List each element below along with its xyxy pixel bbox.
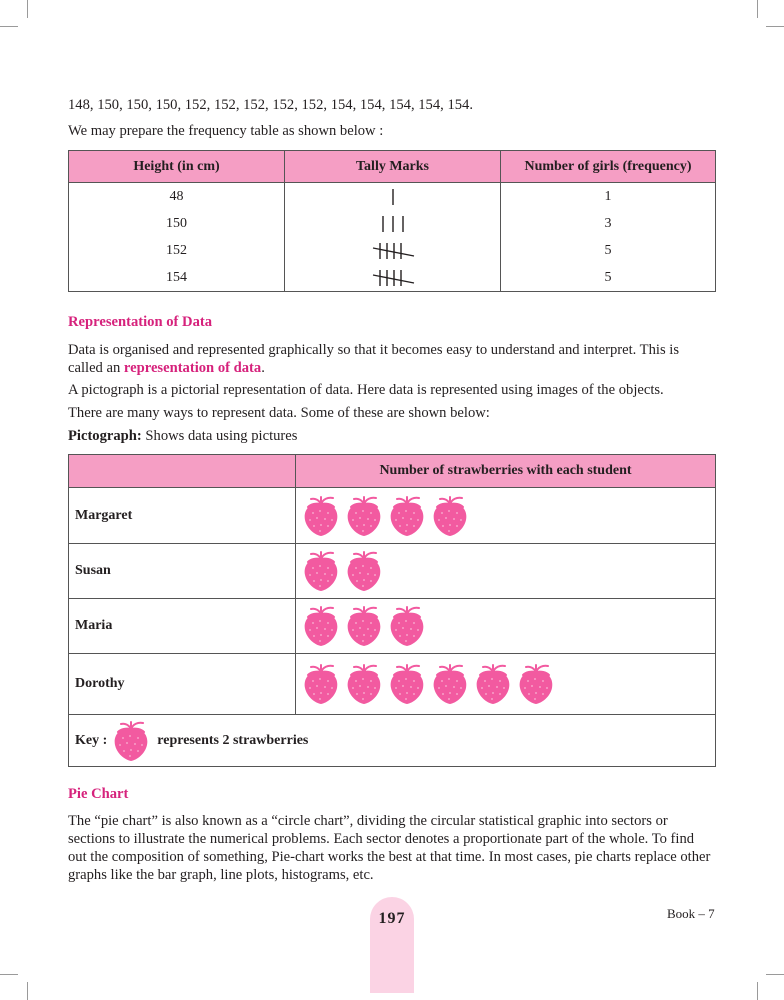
key-label: Key :	[75, 732, 108, 748]
strawberry-icon	[473, 663, 513, 705]
frequency-row	[69, 183, 716, 211]
tally-marks	[368, 186, 418, 208]
height-cell: 48	[69, 183, 285, 211]
strawberry-icon	[387, 605, 427, 647]
tally-cell	[285, 264, 501, 292]
header-tally: Tally Marks	[285, 151, 501, 183]
height-cell: 150	[69, 210, 285, 237]
student-name: Maria	[69, 599, 296, 654]
pictograph-row	[69, 654, 716, 715]
pictograph-header-row	[69, 455, 716, 488]
pictograph-desc: Shows data using pictures	[141, 428, 298, 444]
pictograph-label-line	[68, 427, 716, 445]
pictograph-key-row	[69, 715, 716, 767]
height-cell: 154	[69, 264, 285, 292]
strawberry-icon	[344, 605, 384, 647]
strawberry-icons	[296, 544, 716, 599]
data-values-line: 148, 150, 150, 150, 152, 152, 152, 152, 152, 154, 154, 154, 154, 154.	[68, 97, 473, 113]
pie-chart-paragraph: The “pie chart” is also known as a “circle chart”, dividing the circular statistical graphic into sectors or sections to illustrate the numerical problems. Each sector denotes a proportionate part of the whole. To find out the composition of something, Pie-chart works the best at that time. In most cases, pie charts replace other graphs like the bar graph, line plots, histograms, etc.	[68, 813, 711, 883]
tally-marks	[368, 213, 418, 235]
pictograph-label: Pictograph:	[68, 428, 142, 444]
frequency-table-header-row	[69, 151, 716, 183]
strawberry-icon	[344, 663, 384, 705]
tally-cell	[285, 237, 501, 264]
pictograph-key	[69, 715, 716, 767]
key-strawberry-icon	[111, 733, 154, 748]
pictograph-definition: A pictograph is a pictorial representation of data. Here data is represented using images of the objects.	[68, 382, 664, 398]
representation-highlight: representation of data	[123, 360, 262, 376]
strawberry-icon	[387, 663, 427, 705]
strawberry-icon	[301, 605, 341, 647]
pictograph-row	[69, 544, 716, 599]
tally-marks	[368, 240, 418, 262]
strawberry-icon	[301, 663, 341, 705]
strawberry-icons	[296, 654, 716, 715]
header-height: Height (in cm)	[69, 151, 285, 183]
strawberry-icon	[344, 550, 384, 592]
representation-heading: Representation of Data	[68, 314, 213, 330]
representation-paragraph	[68, 341, 716, 377]
strawberry-icon	[301, 495, 341, 537]
strawberry-icon	[430, 663, 470, 705]
height-cell: 152	[69, 237, 285, 264]
student-name: Margaret	[69, 488, 296, 544]
book-label: Book – 7	[667, 906, 715, 921]
representation-text-a: Data is organised and represented graphically so that it becomes easy to understand and interpret. This is called an	[68, 342, 680, 376]
frequency-cell: 5	[501, 264, 716, 292]
tally-marks	[368, 267, 418, 289]
frequency-cell: 3	[501, 210, 716, 237]
strawberry-icon	[344, 495, 384, 537]
strawberry-icon	[301, 550, 341, 592]
pictograph-row	[69, 599, 716, 654]
student-name: Susan	[69, 544, 296, 599]
pictograph-header: Number of strawberries with each student	[296, 455, 716, 488]
pictograph-table	[68, 454, 716, 767]
frequency-row	[69, 210, 716, 237]
frequency-table	[68, 150, 716, 292]
frequency-intro: We may prepare the frequency table as shown below :	[68, 123, 384, 139]
tally-cell	[285, 183, 501, 211]
frequency-row	[69, 264, 716, 292]
frequency-cell: 1	[501, 183, 716, 211]
strawberry-icon	[387, 495, 427, 537]
frequency-cell: 5	[501, 237, 716, 264]
strawberry-icon	[111, 720, 151, 762]
representation-text-c: .	[261, 360, 265, 376]
ways-paragraph: There are many ways to represent data. Some of these are shown below:	[68, 405, 490, 421]
pictograph-row	[69, 488, 716, 544]
frequency-row	[69, 237, 716, 264]
key-text: represents 2 strawberries	[157, 732, 309, 748]
strawberry-icons	[296, 599, 716, 654]
pictograph-header-blank	[69, 455, 296, 488]
strawberry-icons	[296, 488, 716, 544]
student-name: Dorothy	[69, 654, 296, 715]
pie-chart-heading: Pie Chart	[68, 786, 129, 802]
header-frequency: Number of girls (frequency)	[501, 151, 716, 183]
strawberry-icon	[430, 495, 470, 537]
page-number: 197	[378, 910, 406, 927]
tally-cell	[285, 210, 501, 237]
strawberry-icon	[516, 663, 556, 705]
